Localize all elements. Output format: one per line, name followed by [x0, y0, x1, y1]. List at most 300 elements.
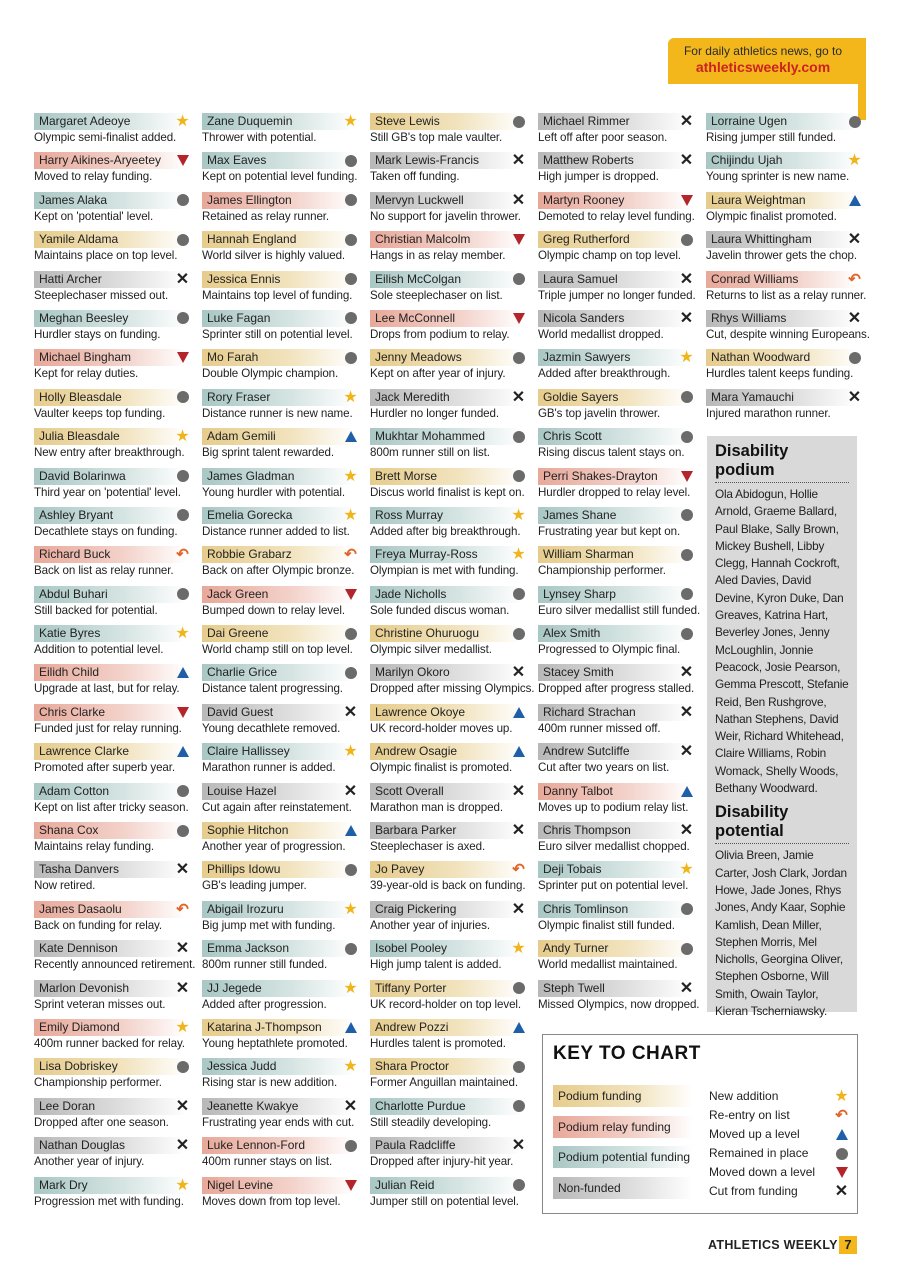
cross-icon: ✕	[511, 782, 526, 800]
publication-name: ATHLETICS WEEKLY	[708, 1238, 838, 1252]
athlete-name	[538, 861, 694, 879]
athlete-name	[370, 1137, 526, 1155]
athlete-note: Kept on potential level funding.	[202, 170, 358, 184]
athlete-note: Third year on 'potential' level.	[34, 485, 181, 499]
athlete-name-text: Lisa Dobriskey	[39, 1059, 118, 1074]
athlete-entry	[34, 428, 194, 467]
athlete-name-text: JJ Jegede	[207, 980, 262, 995]
athlete-column-3	[370, 113, 535, 1216]
athlete-name	[370, 980, 522, 997]
athlete-entry	[202, 428, 362, 467]
athlete-name	[370, 428, 522, 445]
athlete-entry	[34, 980, 194, 1019]
circle-icon	[343, 350, 358, 365]
athlete-name-text: Andy Turner	[543, 941, 609, 956]
athlete-entry	[202, 940, 362, 979]
athlete-name	[34, 743, 186, 760]
athlete-note: Back on after Olympic bronze.	[202, 564, 355, 578]
athlete-name-text: Mara Yamauchi	[711, 389, 794, 404]
star-icon: ★	[847, 152, 862, 170]
athlete-name-text: Laura Samuel	[543, 271, 618, 286]
athlete-name	[538, 703, 694, 721]
star-icon: ★	[343, 743, 358, 761]
circle-icon	[511, 1099, 526, 1114]
circle-icon	[343, 232, 358, 247]
athlete-name	[706, 270, 861, 288]
athlete-entry	[370, 389, 530, 428]
athlete-entry	[202, 468, 362, 507]
circle-icon	[175, 390, 190, 405]
circle-icon	[511, 587, 526, 602]
disability-podium-list: Ola Abidogun, Hollie Arnold, Graeme Ballard, Paul Blake, Sally Brown, Mickey Bushell, Libby Clegg, Hannah Cockroft, Aled Davies, David Devine, Kyron Duke, Dan Greaves, Katrina Hart, Beverley Jones, Jenny McLoughlin, Jonnie Peacock, Josie Pearson, Gemma Prescott, Stefanie Reid, Ben Rushgrove, Nathan Stephens, David Weir, Richard Whitehead, Claire Williams, Robin Womack, Shelly Woods, Bethany Woodward.	[715, 487, 849, 796]
athlete-name-text: Brett Morse	[375, 468, 438, 483]
athlete-entry	[370, 1098, 530, 1137]
athlete-name-text: Steve Lewis	[375, 114, 440, 128]
athlete-note: Championship performer.	[34, 1076, 162, 1090]
athlete-name	[706, 152, 862, 170]
athlete-name	[538, 783, 690, 800]
athlete-entry	[202, 586, 362, 625]
triangle-up-icon	[511, 705, 526, 720]
athlete-name-text: Stacey Smith	[543, 665, 614, 680]
athlete-note: Hangs in as relay member.	[370, 249, 506, 263]
athlete-note: Marathon runner is added.	[202, 761, 336, 775]
athlete-name	[370, 940, 526, 958]
athlete-note: Dropped after missing Olympics.	[370, 682, 535, 696]
athlete-entry	[202, 980, 362, 1019]
key-funding-level: Podium funding	[553, 1085, 693, 1107]
athlete-name	[370, 1019, 522, 1036]
athlete-note: 400m runner backed for relay.	[34, 1036, 185, 1050]
athlete-entry	[706, 271, 866, 310]
athlete-name	[370, 113, 522, 130]
athlete-name-text: Charlotte Purdue	[375, 1098, 466, 1113]
athlete-entry	[538, 783, 698, 822]
athlete-note: Sole steeplechaser on list.	[370, 288, 503, 302]
athlete-name-text: Laura Whittingham	[711, 232, 812, 247]
athlete-name	[202, 192, 354, 209]
athlete-name-text: Nigel Levine	[207, 1177, 274, 1192]
athlete-name	[34, 546, 189, 564]
star-icon: ★	[679, 349, 694, 367]
athlete-entry	[34, 1137, 194, 1176]
athlete-entry	[370, 861, 530, 900]
circle-icon	[175, 193, 190, 208]
athlete-note: Kept on after year of injury.	[370, 367, 506, 381]
athlete-entry	[34, 1177, 194, 1216]
athlete-name-text: Freya Murray-Ross	[375, 547, 478, 562]
cross-icon: ✕	[511, 191, 526, 209]
athlete-note: UK record-holder on top level.	[370, 997, 522, 1011]
athlete-name-text: Craig Pickering	[375, 901, 457, 916]
cross-icon: ✕	[847, 231, 862, 249]
athlete-note: Promoted after superb year.	[34, 761, 176, 775]
athlete-entry	[538, 389, 698, 428]
athlete-note: World champ still on top level.	[202, 643, 353, 657]
athlete-name	[370, 625, 522, 642]
athlete-name	[202, 271, 354, 288]
athlete-name	[706, 192, 858, 209]
athlete-note: 800m runner still funded.	[202, 958, 328, 972]
athlete-column-2	[202, 113, 362, 1216]
athlete-entry	[34, 704, 194, 743]
athlete-name-text: Holly Bleasdale	[39, 389, 122, 404]
athlete-entry	[538, 231, 698, 270]
athlete-name	[370, 704, 522, 721]
athlete-name-text: Mark Dry	[39, 1177, 88, 1192]
athlete-name	[202, 1097, 358, 1115]
star-icon: ★	[343, 979, 358, 997]
athlete-entry	[202, 231, 362, 270]
athlete-entry	[706, 192, 866, 231]
athlete-entry	[34, 231, 194, 270]
athlete-name	[370, 664, 526, 682]
athlete-name-text: Zane Duquemin	[207, 114, 293, 128]
athlete-name-text: Max Eaves	[207, 153, 267, 168]
athlete-entry	[370, 231, 530, 270]
triangle-up-icon	[511, 1020, 526, 1035]
star-icon: ★	[343, 388, 358, 406]
cross-icon: ✕	[175, 979, 190, 997]
star-icon: ★	[511, 940, 526, 958]
athlete-name	[370, 1177, 522, 1194]
athlete-note: Steeplechaser is axed.	[370, 840, 486, 854]
athlete-note: Championship performer.	[538, 564, 666, 578]
athlete-entry	[202, 192, 362, 231]
athlete-name	[538, 152, 694, 170]
key-icon-label: Re-entry on list	[709, 1108, 790, 1122]
athlete-entry	[370, 1019, 530, 1058]
cross-icon: ✕	[679, 152, 694, 170]
athlete-name-text: Greg Rutherford	[543, 232, 630, 247]
athlete-note: 39-year-old is back on funding.	[370, 879, 526, 893]
athlete-entry	[706, 152, 866, 191]
athlete-note: Dropped after one season.	[34, 1115, 169, 1129]
athlete-name-text: Scott Overall	[375, 783, 444, 798]
athlete-note: GB's top javelin thrower.	[538, 406, 661, 420]
athlete-note: World silver is highly valued.	[202, 249, 346, 263]
athlete-name-text: Shana Cox	[39, 823, 99, 838]
star-icon: ★	[175, 1018, 190, 1036]
cross-icon: ✕	[343, 782, 358, 800]
athlete-name	[538, 625, 690, 642]
circle-icon	[175, 232, 190, 247]
athlete-name	[370, 349, 522, 366]
athlete-name	[34, 192, 186, 209]
athlete-name	[34, 389, 186, 406]
athlete-name	[202, 861, 354, 878]
athlete-name	[538, 940, 690, 957]
athlete-name-text: Emma Jackson	[207, 941, 290, 956]
athlete-entry	[202, 113, 362, 152]
athlete-entry	[34, 271, 194, 310]
athlete-entry	[538, 743, 698, 782]
triangle-down-icon	[679, 193, 694, 208]
return-arrow-icon: ↶	[512, 861, 525, 879]
athlete-name-text: Julian Reid	[375, 1177, 435, 1192]
athlete-entry	[34, 113, 194, 152]
athlete-name-text: Jazmin Sawyers	[543, 350, 631, 365]
athlete-name	[34, 822, 186, 839]
athlete-name-text: Jack Green	[207, 586, 269, 601]
athlete-note: GB's leading jumper.	[202, 879, 307, 893]
athlete-entry	[370, 113, 530, 152]
athlete-entry	[370, 271, 530, 310]
athlete-entry	[34, 310, 194, 349]
cross-icon: ✕	[679, 113, 694, 130]
circle-icon	[343, 272, 358, 287]
athlete-entry	[202, 310, 362, 349]
athlete-name	[34, 861, 190, 879]
athlete-entry	[538, 940, 698, 979]
athlete-entry	[202, 901, 362, 940]
athlete-entry	[370, 586, 530, 625]
athlete-entry	[370, 192, 530, 231]
athlete-entry	[538, 586, 701, 625]
athlete-note: Former Anguillan maintained.	[370, 1076, 518, 1090]
key-funding-levels	[553, 1085, 693, 1207]
athlete-name-text: Matthew Roberts	[543, 153, 634, 168]
athlete-name-text: Goldie Sayers	[543, 389, 619, 404]
athlete-note: Javelin thrower gets the chop.	[706, 249, 858, 263]
athlete-note: Young sprinter is new name.	[706, 170, 850, 184]
athlete-name	[370, 506, 526, 524]
athlete-entry	[706, 231, 866, 270]
athlete-note: 400m runner stays on list.	[202, 1155, 333, 1169]
athlete-entry	[370, 468, 530, 507]
athlete-note: Vaulter keeps top funding.	[34, 406, 166, 420]
athlete-note: Hurdles talent keeps funding.	[706, 367, 854, 381]
athlete-entry	[538, 822, 698, 861]
athlete-name-text: Adam Cotton	[39, 783, 110, 798]
athlete-name	[34, 900, 189, 918]
athlete-note: Another year of injury.	[34, 1155, 145, 1169]
circle-icon	[679, 941, 694, 956]
athlete-name	[538, 586, 690, 603]
star-icon: ★	[175, 625, 190, 643]
athlete-note: Steeplechaser missed out.	[34, 288, 169, 302]
athlete-name	[370, 1058, 522, 1075]
athlete-note: High jumper is dropped.	[538, 170, 659, 184]
athlete-entry	[34, 901, 194, 940]
athlete-entry	[202, 152, 362, 191]
cross-icon: ✕	[847, 388, 862, 406]
athlete-entry	[538, 192, 698, 231]
key-funding-level: Non-funded	[553, 1177, 693, 1199]
athlete-entry	[370, 704, 530, 743]
athlete-name-text: Jeanette Kwakye	[207, 1098, 299, 1113]
circle-icon	[343, 1138, 358, 1153]
athlete-entry	[34, 664, 194, 703]
athlete-name-text: Conrad Williams	[711, 271, 799, 286]
athlete-entry	[370, 822, 530, 861]
athlete-name-text: Chijindu Ujah	[711, 153, 783, 168]
athlete-name	[370, 822, 526, 840]
athlete-note: World medallist dropped.	[538, 327, 664, 341]
star-icon: ★	[511, 546, 526, 564]
website-banner[interactable]	[668, 38, 858, 84]
athlete-entry	[538, 861, 698, 900]
triangle-up-icon	[343, 429, 358, 444]
return-arrow-icon: ↶	[835, 1107, 848, 1124]
athlete-name-text: Barbara Parker	[375, 823, 457, 838]
athlete-name	[370, 782, 526, 800]
star-icon: ★	[175, 428, 190, 446]
athlete-entry	[202, 1098, 362, 1137]
athlete-note: Frustrating year but kept on.	[538, 524, 681, 538]
athlete-name-text: Eilidh Child	[39, 665, 100, 680]
athlete-entry	[202, 546, 362, 585]
athlete-name-text: Charlie Grice	[207, 665, 278, 680]
athlete-name	[202, 743, 358, 761]
athlete-entry	[370, 980, 530, 1019]
cross-icon: ✕	[343, 1097, 358, 1115]
athlete-note: Upgrade at last, but for relay.	[34, 682, 180, 696]
athlete-name	[538, 979, 694, 997]
athlete-name-text: Emily Diamond	[39, 1019, 120, 1034]
athlete-name-text: Jade Nicholls	[375, 586, 447, 601]
circle-icon	[511, 1178, 526, 1193]
triangle-down-icon	[834, 1165, 849, 1180]
athlete-entry	[34, 1098, 194, 1137]
star-icon: ★	[175, 1176, 190, 1194]
key-icon-item	[709, 1182, 849, 1201]
circle-icon	[343, 193, 358, 208]
athlete-name	[34, 664, 186, 681]
athlete-name	[370, 1098, 522, 1115]
athlete-name	[706, 388, 862, 406]
athlete-entry	[706, 389, 866, 428]
athlete-name-text: Mervyn Luckwell	[375, 192, 464, 207]
circle-icon	[679, 232, 694, 247]
athlete-entry	[202, 664, 362, 703]
star-icon: ★	[343, 113, 358, 130]
athlete-note: Demoted to relay level funding.	[538, 209, 695, 223]
circle-icon	[679, 587, 694, 602]
athlete-name-text: Harry Aikines-Aryeetey	[39, 153, 162, 168]
athlete-name	[202, 388, 358, 406]
athlete-entry	[706, 309, 870, 349]
key-icon-item	[709, 1087, 849, 1106]
cross-icon: ✕	[679, 743, 694, 761]
athlete-note: Hurdler dropped to relay level.	[538, 485, 691, 499]
athlete-name-text: James Alaka	[39, 192, 108, 207]
athlete-note: Jumper still on potential level.	[370, 1194, 519, 1208]
athlete-entry	[202, 271, 362, 310]
athlete-note: Moves up to podium relay list.	[538, 800, 689, 814]
banner-link[interactable]: athleticsweekly.com	[695, 59, 831, 75]
circle-icon	[175, 784, 190, 799]
athlete-entry	[34, 468, 194, 507]
athlete-name	[202, 310, 354, 327]
athlete-note: Olympic finalist still funded.	[538, 918, 675, 932]
athlete-name	[538, 231, 690, 248]
athlete-name	[34, 586, 186, 603]
athlete-entry	[202, 507, 362, 546]
athlete-name	[706, 349, 858, 366]
athlete-name-text: Andrew Osagie	[375, 744, 458, 759]
athlete-name-text: Hatti Archer	[39, 271, 102, 286]
athlete-name-text: David Bolarinwa	[39, 468, 126, 483]
cross-icon: ✕	[679, 979, 694, 997]
circle-icon	[343, 311, 358, 326]
athlete-name-text: Ross Murray	[375, 507, 444, 522]
athlete-entry	[538, 704, 698, 743]
athlete-entry	[370, 1137, 530, 1176]
disability-podium-title: Disability podium	[715, 442, 849, 483]
circle-icon	[511, 272, 526, 287]
athlete-name-text: Jo Pavey	[375, 862, 425, 877]
athlete-name	[34, 1018, 190, 1036]
circle-icon	[175, 587, 190, 602]
cross-icon: ✕	[511, 1137, 526, 1155]
circle-icon	[834, 1146, 849, 1161]
athlete-name	[202, 113, 358, 130]
athlete-name	[34, 704, 186, 721]
athlete-name	[538, 428, 690, 445]
athlete-name	[538, 901, 690, 918]
key-icon-label: Moved up a level	[709, 1127, 800, 1141]
athlete-name-text: Christian Malcolm	[375, 232, 471, 247]
return-arrow-icon: ↶	[176, 900, 189, 918]
athlete-note: Cut, despite winning Europeans.	[706, 327, 870, 341]
key-funding-level: Podium relay funding	[553, 1116, 693, 1138]
athlete-entry	[370, 743, 530, 782]
athlete-column-5	[706, 113, 870, 428]
athlete-note: Added after big breakthrough.	[370, 524, 521, 538]
athlete-entry	[370, 310, 530, 349]
athlete-name-text: Richard Strachan	[543, 704, 636, 719]
athlete-name-text: Deji Tobais	[543, 862, 602, 877]
circle-icon	[511, 114, 526, 129]
athlete-note: Missed Olympics, now dropped.	[538, 997, 700, 1011]
disability-potential-list: Olivia Breen, Jamie Carter, Josh Clark, Jordan Howe, Jade Jones, Rhys Jones, Andy Kaar, Sophie Kamlish, Dean Miller, Stephen Morris, Mel Nicholls, Georgina Oliver, Stephen Osborne, Will Smith, Owain Taylor, Kieran Tscherniawsky.	[715, 848, 847, 1019]
athlete-name-text: Katarina J-Thompson	[207, 1019, 322, 1034]
circle-icon	[175, 823, 190, 838]
athlete-note: Bumped down to relay level.	[202, 603, 345, 617]
athlete-note: Olympic semi-finalist added.	[34, 131, 177, 144]
athlete-name-text: Dai Greene	[207, 626, 269, 641]
athlete-name	[538, 822, 694, 840]
circle-icon	[511, 626, 526, 641]
athlete-note: Young hurdler with potential.	[202, 485, 345, 499]
athlete-note: Maintains relay funding.	[34, 840, 155, 854]
athlete-name-text: Chris Thompson	[543, 823, 631, 838]
athlete-name	[34, 152, 186, 169]
athlete-note: Returns to list as a relay runner.	[706, 288, 867, 302]
athlete-note: Sprinter still on potential level.	[202, 327, 353, 341]
athlete-entry	[370, 507, 530, 546]
key-icon-item	[709, 1144, 849, 1163]
cross-icon: ✕	[834, 1183, 849, 1200]
athlete-name-text: Adam Gemili	[207, 429, 276, 444]
athlete-entry	[202, 625, 362, 664]
athlete-note: Hurdler no longer funded.	[370, 406, 499, 420]
athlete-name-text: Jessica Judd	[207, 1059, 277, 1074]
athlete-note: 800m runner still on list.	[370, 446, 490, 460]
athlete-name-text: Robbie Grabarz	[207, 547, 292, 562]
athlete-name-text: Michael Rimmer	[543, 114, 630, 128]
athlete-name-text: Jenny Meadows	[375, 350, 462, 365]
athlete-name	[370, 271, 522, 288]
athlete-name	[706, 231, 862, 249]
circle-icon	[847, 114, 862, 129]
athlete-entry	[34, 546, 194, 585]
athlete-entry	[202, 822, 362, 861]
athlete-name	[538, 743, 694, 761]
athlete-note: Another year of progression.	[202, 840, 346, 854]
athlete-note: Cut again after reinstatement.	[202, 800, 352, 814]
